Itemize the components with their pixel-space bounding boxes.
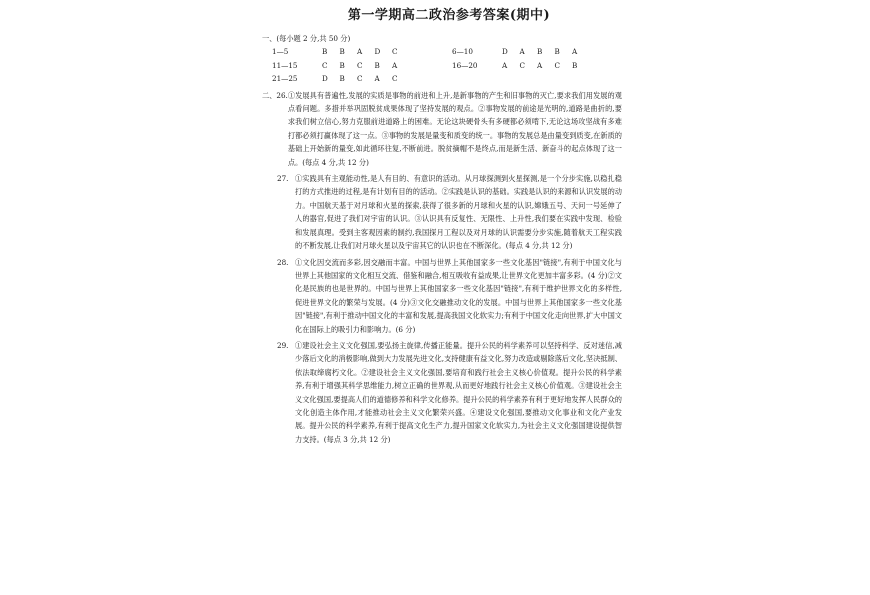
mc-answers	[502, 45, 612, 58]
mc-answer: A	[537, 60, 543, 70]
mc-answer: B	[339, 60, 345, 70]
answer-item	[262, 339, 622, 446]
answer-item	[262, 172, 622, 252]
mc-answer: B	[572, 60, 578, 70]
answer-text: ①实践具有主观能动性,是人有目的、有意识的活动。从月球探测到火星探测,是一个分步实施,以稳扎稳打的方式推进的过程,是有计划有目的的活动。②实践是认识的基础。实践是认识的来源和认识发展的动力。中国航天基于对月球和火星的探索,获得了很多新的月球和火星的认识,嫦娥五号、天问一号延伸了人的器官,促进了我们对宇宙的认识。③认识具有反复性、无限性、上升性,我们要在实践中发现、检验和发展真理。受到主客观因素的制约,我国探月工程以及对月球的认识需要分步实施,随着航天工程实践的不断发展,让我们对月球火星以及宇宙其它的认识也在不断深化。(每点 4 分,共 12 分)	[295, 174, 622, 251]
mc-answer: C	[357, 74, 363, 84]
answer-text: ①文化因交流而多彩,因交融而丰富。中国与世界上其他国家多一些文化基因"链接",有利于中国文化与世界上其他国家的文化相互交流、借鉴和融合,相互吸收有益成果,让世界文化更加丰富多彩。(4 分)②文化是民族的也是世界的。中国与世界上其他国家多一些文化基因"链接",有利于维护世界文化的多样性,促进世界文化的繁荣与发展。(4 分)③文化交融推动文化的发展。中国与世界上其他国家多一些文化基因"链接",有利于推动中国文化的丰富和发展,提高我国文化软实力;有利于中国文化走向世界,扩大中国文化在国际上的吸引力和影响力。(6 分)	[295, 257, 622, 334]
mc-row	[262, 59, 622, 72]
mc-answer: C	[519, 60, 525, 70]
mc-range: 1—5	[272, 47, 289, 57]
mc-answer: B	[322, 47, 328, 57]
mc-range: 11—15	[272, 60, 298, 70]
mc-answers	[322, 72, 432, 85]
mc-answers	[322, 59, 432, 72]
mc-answers	[502, 59, 612, 72]
multiple-choice-table	[262, 45, 622, 85]
question-number: 29.	[277, 340, 289, 350]
mc-row	[262, 72, 622, 85]
question-number: 27.	[277, 174, 289, 184]
mc-answer: C	[392, 47, 398, 57]
mc-range: 21—25	[272, 74, 298, 84]
answer-text: ①建设社会主义文化强国,要弘扬主旋律,传播正能量。提升公民的科学素养可以坚持科学、反对迷信,减少落后文化的消极影响,做到大力发展先进文化,支持健康有益文化,努力改造或剔除落后文化,坚决抵制、依法取缔腐朽文化。②建设社会主义文化强国,要培育和践行社会主义核心价值观。提升公民的科学素养,有利于增强其科学思维能力,树立正确的世界观,从而更好地践行社会主义核心价值观。③建设社会主义文化强国,要提高人们的道德修养和科学文化修养。提升公民的科学素养有利于更好地发挥人民群众的文化创造主体作用,才能推动社会主义文化繁荣兴盛。④建设文化强国,要推动文化事业和文化产业发展。提升公民的科学素养,有利于提高文化生产力,提升国家文化软实力,为社会主义文化强国建设提供智力支持。(每点 3 分,共 12 分)	[295, 340, 622, 444]
mc-answer: A	[519, 47, 525, 57]
mc-answer: C	[322, 60, 328, 70]
mc-answer: B	[554, 47, 560, 57]
section1-heading: 一、(每小题 2 分,共 50 分)	[262, 34, 351, 43]
mc-range: 16—20	[452, 60, 478, 70]
mc-answer: C	[357, 60, 363, 70]
page-title: 第一学期高二政治参考答案(期中)	[347, 8, 551, 23]
mc-answer: A	[392, 60, 398, 70]
answer-item	[262, 89, 622, 169]
question-number: 28.	[277, 257, 289, 267]
mc-answer: D	[374, 47, 381, 57]
mc-answer: B	[339, 47, 345, 57]
question-number: 26.	[276, 90, 288, 100]
answer-sheet	[262, 6, 622, 446]
answer-text: ①发展具有普遍性,发展的实质是事物的前进和上升,是新事物的产生和旧事物的灭亡,要求我们用发展的观点看问题。多措并举巩固脱贫成果体现了坚持发展的观点。②事物发展的前途是光明的,道路是曲折的,要求我们树立信心,努力克服前进道路上的困难。无论这块硬骨头有多硬都必须啃下,无论这场攻坚战有多难打都必须打赢体现了这一点。③事物的发展是量变和质变的统一。事物的发展总是由量变到质变,在新质的基础上开始新的量变,如此循环往复,不断前进。脱贫摘帽不是终点,而是新生活、新奋斗的起点体现了这一点。(每点 4 分,共 12 分)	[287, 90, 622, 167]
mc-answer: B	[537, 47, 543, 57]
mc-answer: D	[322, 74, 328, 84]
mc-answer: C	[554, 60, 560, 70]
mc-answers	[502, 72, 612, 85]
mc-answer: C	[392, 74, 398, 84]
mc-answer: B	[339, 74, 345, 84]
mc-row	[262, 45, 622, 58]
mc-answer: A	[357, 47, 363, 57]
mc-answer: B	[374, 60, 380, 70]
mc-answers	[322, 45, 432, 58]
short-answer-list	[262, 89, 622, 447]
mc-answer: A	[572, 47, 578, 57]
mc-range: 6—10	[452, 47, 473, 57]
section2-prefix: 二、	[262, 90, 277, 100]
mc-answer: A	[502, 60, 508, 70]
mc-answer: A	[374, 74, 380, 84]
answer-item	[262, 256, 622, 336]
mc-answer: D	[502, 47, 508, 57]
mc-range	[452, 72, 502, 85]
